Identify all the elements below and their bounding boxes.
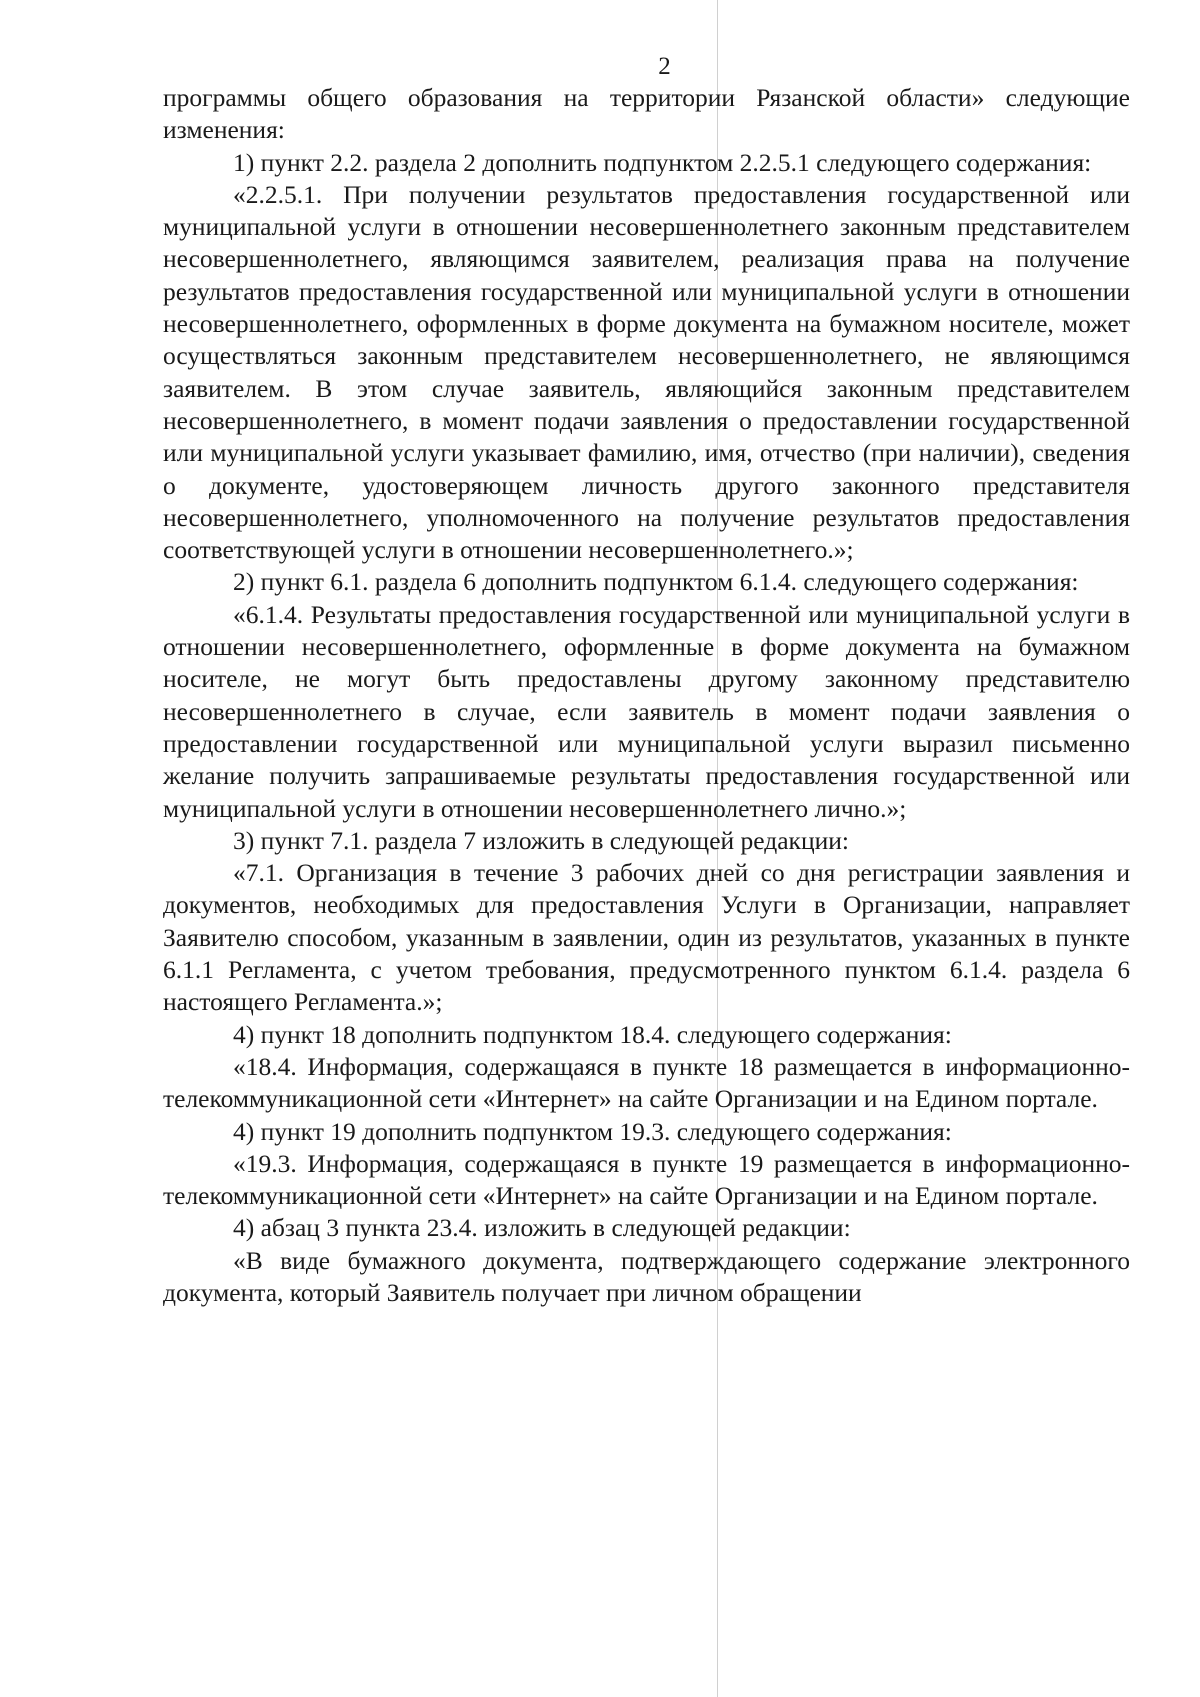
page-number: 2 — [658, 53, 671, 80]
paragraph-item-4-a: 4) пункт 18 дополнить подпунктом 18.4. следующего содержания: — [233, 1019, 952, 1049]
paragraph-19-3: «19.3. Информация, содержащаяся в пункте 19 размещается в информационно-телекоммуникационной сети «Интернет» на сайте Организации и на Едином портале. — [163, 1148, 1130, 1211]
paragraph-7-1: «7.1. Организация в течение 3 рабочих дней со дня регистрации заявления и документов, необходимых для предоставления Услуги в Организации, направляет Заявителю способом, указанным в заявлении, один из результатов, указанных в пункте 6.1.1 Регламента, с учетом требования, предусмотренного пунктом 6.1.4. раздела 6 настоящего Регламента.»; — [163, 858, 1130, 1017]
paragraph-intro: программы общего образования на территории Рязанской области» следующие изменения: — [163, 83, 1130, 145]
paragraph-item-3: 3) пункт 7.1. раздела 7 изложить в следующей редакции: — [233, 825, 849, 855]
paragraph-item-4-c: 4) абзац 3 пункта 23.4. изложить в следующей редакции: — [233, 1213, 851, 1243]
paragraph-item-2: 2) пункт 6.1. раздела 6 дополнить подпунктом 6.1.4. следующего содержания: — [233, 567, 1079, 597]
paragraph-item-1: 1) пункт 2.2. раздела 2 дополнить подпунктом 2.2.5.1 следующего содержания: — [233, 147, 1092, 177]
paragraph-23-4: «В виде бумажного документа, подтверждающего содержание электронного документа, который Заявитель получает при личном обращении — [163, 1245, 1130, 1307]
paragraph-18-4: «18.4. Информация, содержащаяся в пункте 18 размещается в информационно-телекоммуникационной сети «Интернет» на сайте Организации и на Едином портале. — [163, 1051, 1130, 1114]
paragraph-2-2-5-1: «2.2.5.1. При получении результатов предоставления государственной или муниципальной услуги в отношении несовершеннолетнего законным представителем несовершеннолетнего, являющимся заявителем, реализация права на получение результатов предоставления государственной или муниципальной услуги в отношении несовершеннолетнего, оформленных в форме документа на бумажном носителе, может осуществляться законным представителем несовершеннолетнего, не являющимся заявителем. В этом случае заявитель, являющийся законным представителем несовершеннолетнего, в момент подачи заявления о предоставлении государственной или муниципальной услуги указывает фамилию, имя, отчество (при наличии), сведения о документе, удостоверяющем личность другого законного представителя несовершеннолетнего, уполномоченного на получение результатов предоставления соответствующей услуги в отношении несовершеннолетнего.»; — [163, 179, 1130, 565]
paragraph-6-1-4: «6.1.4. Результаты предоставления государственной или муниципальной услуги в отношении несовершеннолетнего, оформленные в форме документа на бумажном носителе, не могут быть предоставлены другому законному представителю несовершеннолетнего в случае, если заявитель в момент подачи заявления о предоставлении государственной или муниципальной услуги выразил письменно желание получить запрашиваемые результаты предоставления государственной или муниципальной услуги в отношении несовершеннолетнего лично.»; — [163, 599, 1130, 823]
paragraph-item-4-b: 4) пункт 19 дополнить подпунктом 19.3. следующего содержания: — [233, 1116, 952, 1146]
document-page — [163, 52, 1130, 1592]
